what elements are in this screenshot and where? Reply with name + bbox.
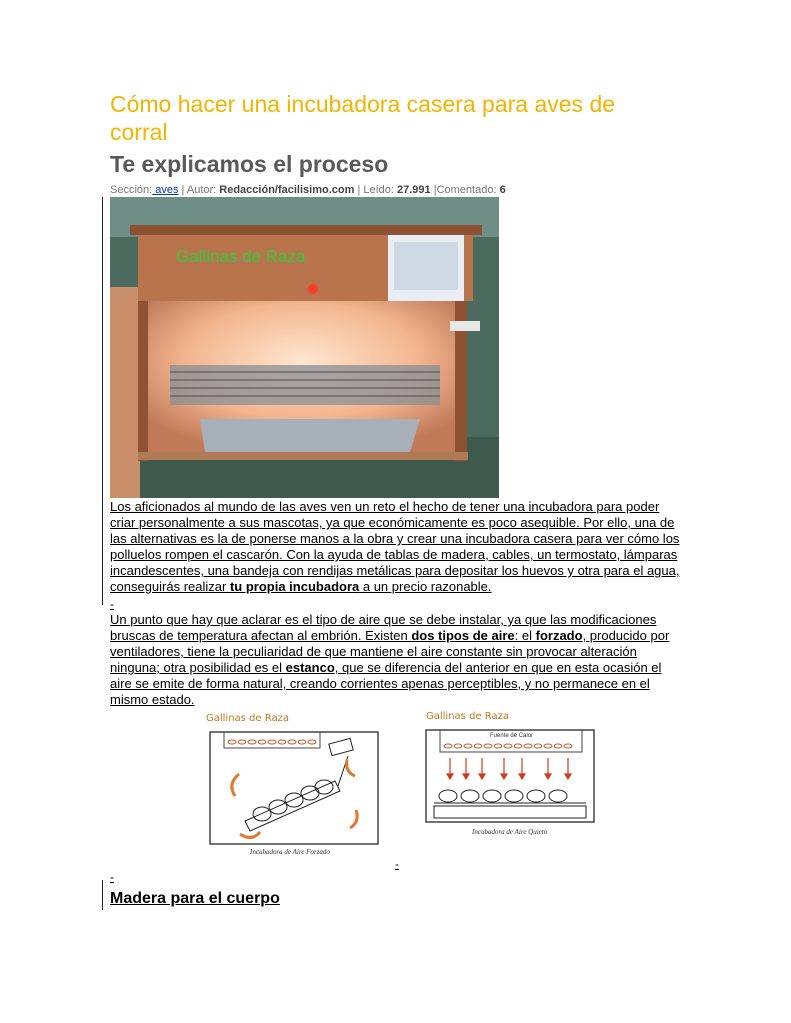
comment-label: |Comentado: (430, 184, 500, 196)
paragraph-text: , que se diferencia del anterior en que en esta ocasión el aire se emite de forma natural, creando corrientes apenas perceptibles, y no permanece en el mismo estado. (110, 660, 662, 707)
paragraph-text: Los aficionados al mundo de las aves ven un reto el hecho de tener una incubadora para poder criar personalmente a sus mascotas, ya que económicamente es poco asequible. Por ello, una de las alternativas es la de ponerse manos a la obra y crear una incubadora casera para ver cómo los polluelos rompen el cascarón. Con la ayuda de tablas de madera, cables, un termostato, lámparas incandescentes, una bandeja con rendijas metálicas para depositar los huevos y otra para el agua, conseguirás realizar (110, 499, 680, 594)
section-label: Sección: (110, 184, 153, 196)
highlight-forzado: forzado (535, 628, 583, 643)
separator-dash: - (110, 870, 114, 884)
change-bar (102, 880, 103, 910)
highlight-estanco: estanco (285, 660, 335, 675)
paragraph-text: , producido por ventiladores, tiene la peculiaridad de que mantiene el aire constante sin provocar alteración ninguna; otra posibilidad es el (110, 628, 670, 675)
highlight-incubadora: tu propia incubadora (229, 579, 360, 594)
paragraph-text: a un precio razonable. (359, 579, 492, 594)
author-value: Redacción/facilisimo.com (219, 184, 355, 196)
highlight-air-types: dos tipos de aire (411, 628, 515, 643)
diagram-caption: Incubadora de Aire Forzado (250, 848, 330, 856)
photo-caption: Gallinas de Raza (176, 247, 306, 266)
diagram-title: Gallinas de Raza (206, 713, 289, 724)
separator-dash: - (395, 857, 399, 871)
paragraph-air-types (110, 612, 680, 708)
article-subtitle: Te explicamos el proceso (110, 151, 389, 177)
diagram-still-air (420, 708, 605, 848)
read-label: | Leído: (354, 184, 397, 196)
paragraph-intro (110, 499, 680, 595)
diagram-title: Gallinas de Raza (426, 711, 509, 722)
section-link[interactable]: aves (152, 184, 179, 196)
change-bar (102, 197, 103, 605)
section-heading: Madera para el cuerpo (110, 890, 280, 907)
article-title: Cómo hacer una incubadora casera para aves de corral (110, 91, 616, 145)
incubator-photo (110, 197, 499, 498)
diagram-caption: Incubadora de Aire Quieto (472, 828, 548, 836)
diagram-forced-air (200, 708, 385, 858)
comment-count: 6 (499, 184, 506, 196)
paragraph-text: Un punto que hay que aclarar es el tipo de aire que se debe instalar, ya que las modificaciones bruscas de temperatura afectan al embrión. Existen (110, 612, 657, 643)
article-meta (110, 184, 506, 196)
paragraph-text: : el (514, 628, 536, 643)
read-count: 27.991 (397, 184, 431, 196)
heat-source-label: Fuente de Calor (490, 733, 534, 739)
separator-dash: - (110, 597, 114, 611)
author-label: | Autor: (178, 184, 220, 196)
